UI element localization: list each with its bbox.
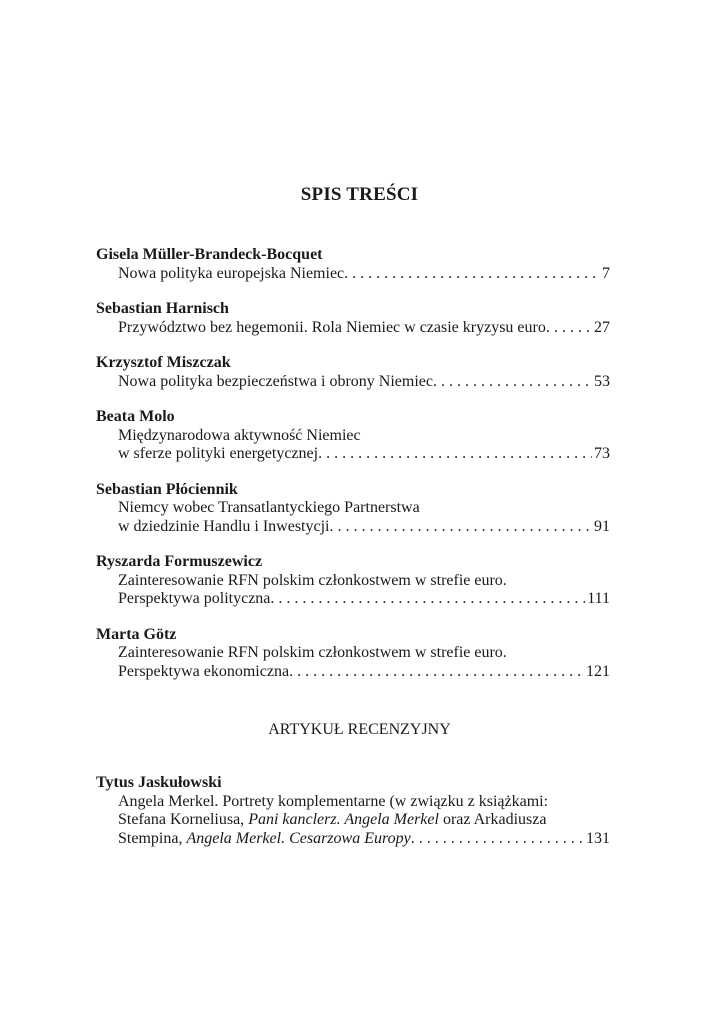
toc-entry — [96, 246, 610, 283]
review-entry — [96, 774, 610, 848]
entry-last-line — [96, 830, 610, 849]
entry-title-line: Przywództwo bez hegemonii. Rola Niemiec w czasie kryzysu euro — [118, 318, 546, 336]
entry-last-line — [96, 445, 610, 464]
entry-author: Sebastian Płóciennik — [96, 480, 238, 498]
entry-title-line: Perspektywa ekonomiczna — [118, 662, 290, 680]
entry-last-line — [96, 518, 610, 537]
entry-author: Sebastian Harnisch — [96, 300, 229, 317]
page-number: 121 — [586, 662, 610, 680]
page-number: 27 — [594, 318, 610, 336]
page-number: 73 — [594, 445, 610, 462]
entry-title-line: w sferze polityki energetycznej — [118, 445, 319, 462]
book-title: Pani kanclerz. Angela Merkel — [248, 811, 439, 828]
entry-last-line — [96, 663, 610, 682]
table-of-contents — [96, 246, 610, 698]
page-number: 131 — [586, 829, 610, 847]
dot-leader — [411, 830, 584, 849]
entry-author: Marta Götz — [96, 625, 177, 643]
entry-title-line: Zainteresowanie RFN polskim członkostwem w strefie euro. — [118, 571, 507, 589]
entry-author: Tytus Jaskułowski — [96, 774, 222, 791]
toc-entry — [96, 408, 610, 464]
entry-title-line: Międzynarodowa aktywność Niemiec — [118, 426, 361, 444]
entry-author: Krzysztof Miszczak — [96, 354, 231, 371]
dot-leader — [546, 319, 592, 338]
entry-text: Stefana Korneliusa, — [118, 811, 249, 828]
dot-leader — [330, 518, 593, 537]
dot-leader — [344, 265, 600, 284]
entry-author: Ryszarda Formuszewicz — [96, 553, 263, 570]
toc-entry — [96, 481, 610, 537]
entry-last-line — [96, 319, 610, 338]
entry-text: oraz Arkadiusza — [438, 811, 547, 828]
entry-author: Beata Molo — [96, 408, 175, 425]
entry-title-line: w dziedzinie Handlu i Inwestycji — [118, 517, 330, 535]
entry-title-line: Nowa polityka europejska Niemiec — [118, 264, 345, 282]
book-title: Angela Merkel. Cesarzowa Europy — [186, 829, 411, 847]
entry-title-line: Zainteresowanie RFN polskim członkostwem w strefie euro. — [118, 644, 507, 661]
entry-last-line — [96, 373, 610, 392]
section-heading: ARTYKUŁ RECENZYJNY — [268, 721, 451, 738]
page-number: 53 — [594, 372, 610, 390]
dot-leader — [318, 445, 592, 464]
entry-title-line: Angela Merkel. Portrety komplementarne (w związku z książkami: — [118, 792, 549, 810]
entry-title-line: Nowa polityka bezpieczeństwa i obrony Niemiec — [118, 372, 433, 390]
page-title: SPIS TREŚCI — [300, 184, 419, 205]
dot-leader — [270, 590, 585, 609]
toc-entry — [96, 553, 610, 609]
entry-title-line: Perspektywa polityczna — [118, 590, 271, 607]
toc-entry — [96, 354, 610, 391]
entry-title-line — [118, 830, 411, 849]
dot-leader — [433, 373, 592, 392]
entry-author: Gisela Müller-Brandeck-Bocquet — [96, 246, 323, 263]
toc-entry — [96, 300, 610, 337]
dot-leader — [289, 663, 584, 682]
entry-last-line — [96, 590, 610, 609]
entry-text: Stempina, — [118, 829, 187, 847]
page-number: 7 — [602, 264, 610, 282]
toc-entry — [96, 626, 610, 682]
entry-last-line — [96, 265, 610, 284]
page-number: 111 — [587, 590, 610, 607]
entry-title-line — [96, 811, 610, 830]
entry-title-line: Niemcy wobec Transatlantyckiego Partnerstwa — [118, 499, 420, 516]
page-number: 91 — [594, 517, 610, 535]
